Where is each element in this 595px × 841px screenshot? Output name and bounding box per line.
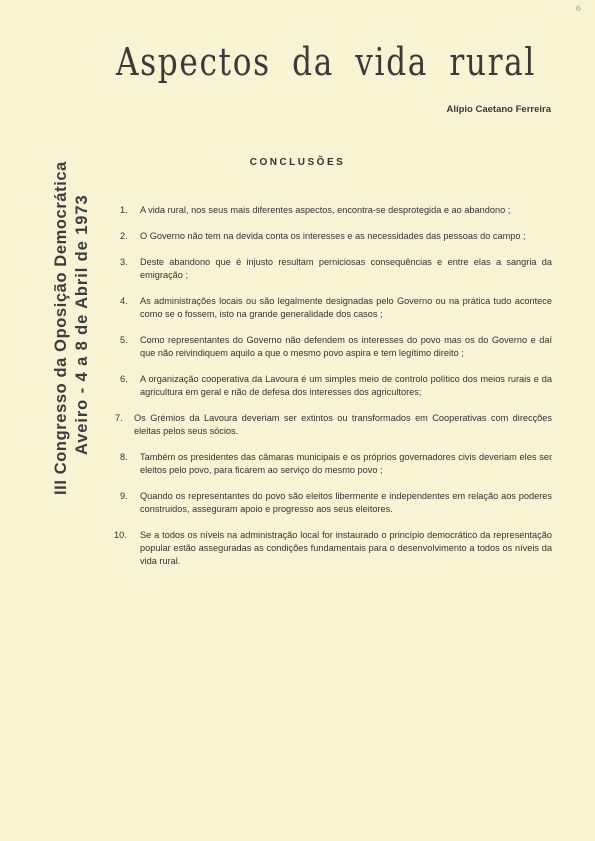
conclusion-number: 8. [120, 452, 128, 462]
congress-location-date: Aveiro - 4 a 8 de Abril de 1973 [73, 194, 91, 455]
conclusion-item [112, 334, 552, 360]
conclusion-text: Como representantes do Governo não defendem os interesses do povo mas os do Governo e daí que não reivindiquem aquilo a que o mesmo povo aspira e tem legítimo direito ; [140, 335, 552, 358]
conclusion-text: Deste abandono que é injusto resultam perniciosas consequências e entre elas a sangria da emigração ; [140, 257, 552, 280]
conclusion-number: 9. [120, 491, 128, 501]
conclusion-item [112, 529, 552, 568]
conclusion-text: As administrações locais ou são legalmente designadas pelo Governo ou na prática tudo acontece como se o fossem, isto na grande generalidade dos casos ; [140, 296, 552, 319]
conclusion-number: 7. [115, 413, 123, 423]
conclusion-text: Os Grémios da Lavoura deveriam ser extintos ou transformados em Cooperativas com direcções eleitas pelos seus sócios. [134, 413, 552, 436]
conclusion-number: 1. [120, 205, 128, 215]
author-name: Alípio Caetano Ferreira [446, 104, 551, 115]
conclusion-text: A vida rural, nos seus mais diferentes aspectos, encontra-se desprotegida e ao abandono ; [140, 205, 511, 215]
conclusions-list [112, 204, 552, 581]
conclusion-text: A organização cooperativa da Lavoura é um simples meio de controlo político dos meios rurais e da agricultura em geral e não de defesa dos interesses dos agricultores; [140, 374, 552, 397]
conclusion-item [112, 230, 552, 243]
conclusion-item [112, 490, 552, 516]
congress-side-label [51, 155, 93, 495]
conclusion-item [112, 451, 552, 477]
conclusion-text: Quando os representantes do povo são eleitos libermente e independentes em relação aos poderes construidos, asseguram apoio e progresso aos seus eleitores. [140, 491, 552, 514]
conclusion-item [112, 373, 552, 399]
conclusion-item [112, 256, 552, 282]
conclusion-item [112, 295, 552, 321]
conclusion-number: 10. [114, 530, 127, 540]
document-title: Aspectos da vida rural [116, 40, 536, 84]
section-heading: CONCLUSÕES [249, 157, 346, 168]
conclusion-number: 3. [120, 257, 128, 267]
conclusion-number: 4. [120, 296, 128, 306]
congress-name: III Congresso da Oposição Democrática [52, 161, 70, 495]
page-number: 6 [575, 4, 581, 13]
conclusion-text: O Governo não tem na devida conta os interesses e as necessidades das pessoas do campo ; [140, 231, 526, 241]
conclusion-number: 5. [120, 335, 128, 345]
conclusion-item [112, 412, 552, 438]
conclusion-number: 2. [120, 231, 128, 241]
conclusion-text: Também os presidentes das câmaras municipais e os próprios governadores civis deveriam eles ser eleitos pelo povo, para ficarem ao serviço do mesmo povo ; [140, 452, 552, 475]
conclusion-number: 6. [120, 374, 128, 384]
conclusion-item [112, 204, 552, 217]
conclusion-text: Se a todos os níveis na administração local for instaurado o princípio democrático da representação popular estão asseguradas as condições fundamentais para o desenvolvimento a todos os níveis da vida rural. [140, 530, 552, 566]
